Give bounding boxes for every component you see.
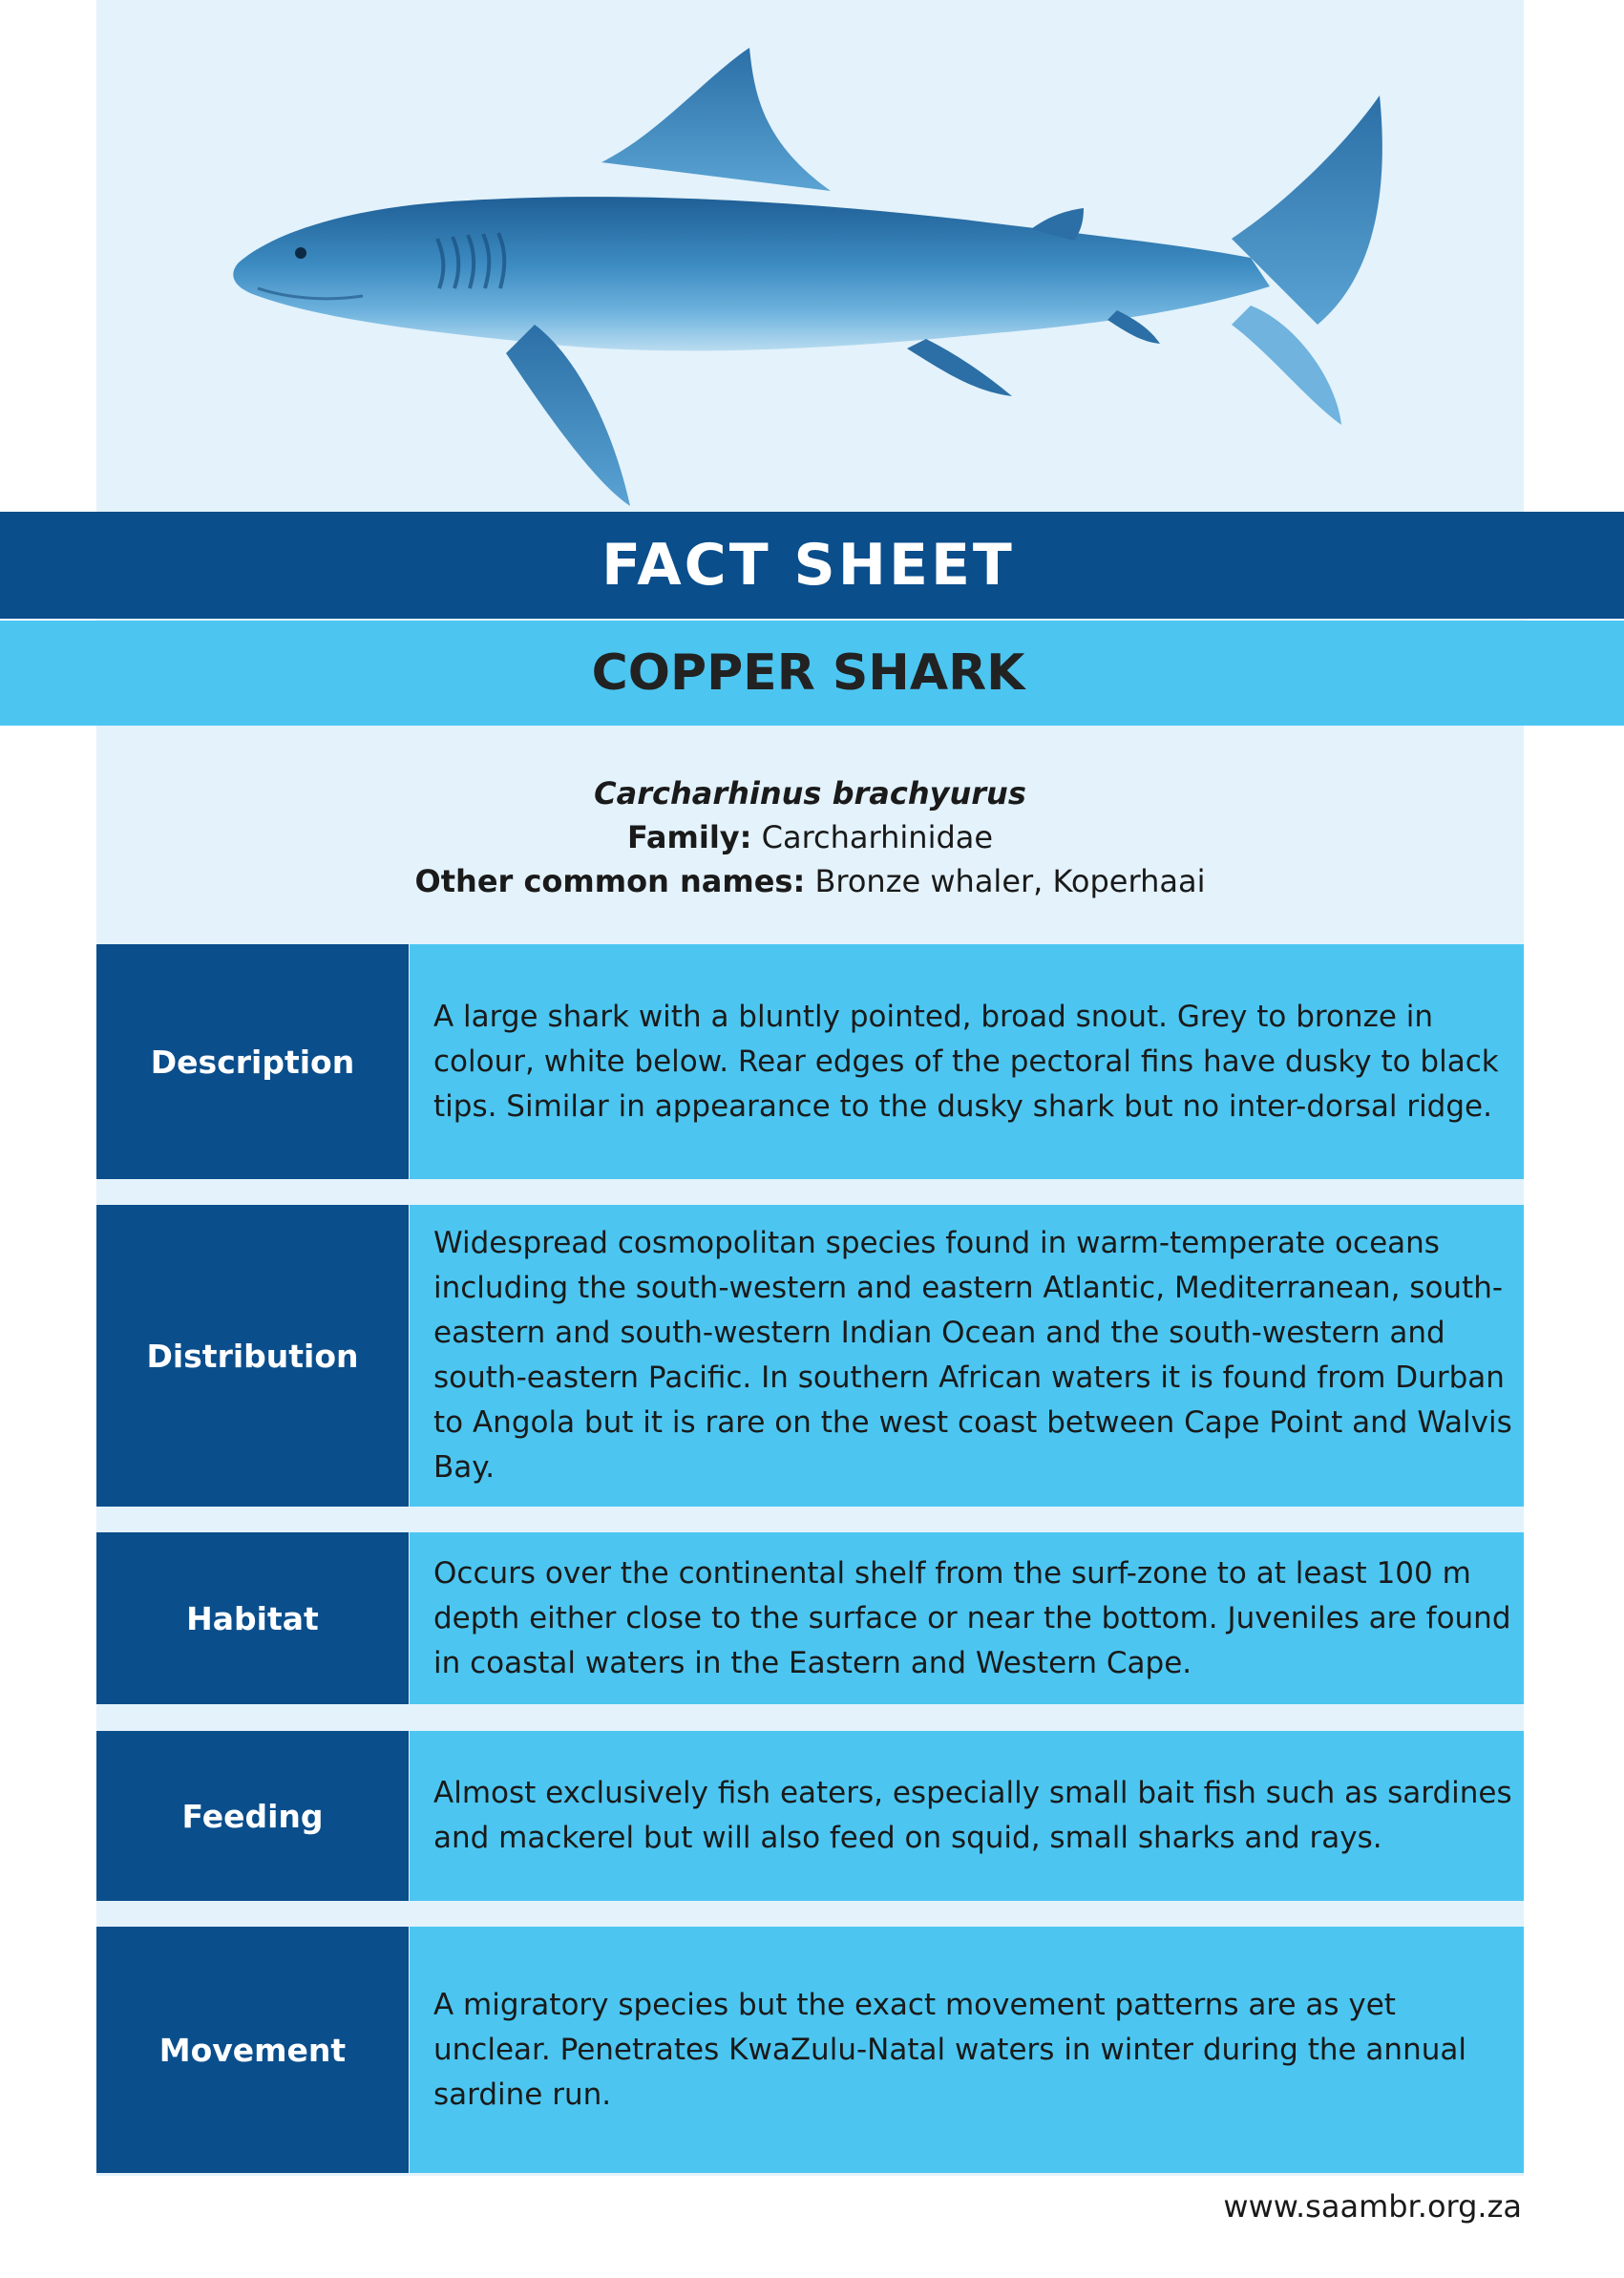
other-names-value: Bronze whaler, Koperhaai [814, 863, 1206, 899]
scientific-name: Carcharhinus brachyurus [594, 775, 1026, 812]
section-feeding [96, 1731, 1524, 1901]
section-label: Movement [96, 1927, 409, 2173]
section-description [96, 944, 1524, 1179]
species-banner [0, 621, 1624, 726]
section-text: Almost exclusively fish eaters, especially small bait fish such as sardines and mackerel but will also feed on squid, small sharks and rays. [410, 1731, 1524, 1901]
section-habitat [96, 1532, 1524, 1704]
family-label: Family: [626, 819, 752, 855]
section-text: Occurs over the continental shelf from the surf-zone to at least 100 m depth either close to the surface or near the bottom. Juveniles are found in coastal waters in the Eastern and Western Cape. [410, 1532, 1524, 1704]
section-label: Feeding [96, 1731, 409, 1901]
website-link[interactable]: www.saambr.org.za [1223, 2188, 1522, 2225]
page-title: FACT SHEET [601, 532, 1015, 599]
family-value: Carcharhinidae [761, 819, 994, 855]
section-text: Widespread cosmopolitan species found in warm-temperate oceans including the south-western and eastern Atlantic, Mediterranean, south-eastern and south-western Indian Ocean and the south-western and south-eastern Pacific. In southern African waters it is found from Durban to Angola but it is rare on the west coast between Cape Point and Walvis Bay. [410, 1205, 1524, 1507]
section-movement [96, 1927, 1524, 2173]
section-label: Habitat [96, 1532, 409, 1704]
section-label: Distribution [96, 1205, 409, 1507]
species-title: COPPER SHARK [591, 644, 1025, 702]
species-info [96, 771, 1524, 903]
section-text: A migratory species but the exact movement patterns are as yet unclear. Penetrates KwaZulu-Natal waters in winter during the annual sardine run. [410, 1927, 1524, 2173]
fact-sheet-banner [0, 512, 1624, 619]
section-distribution [96, 1205, 1524, 1507]
section-text: A large shark with a bluntly pointed, broad snout. Grey to bronze in colour, white below. Rear edges of the pectoral fins have dusky to black tips. Similar in appearance to the dusky shark but no inter-dorsal ridge. [410, 944, 1524, 1179]
other-names-line [96, 859, 1524, 903]
other-names-label: Other common names: [414, 863, 806, 899]
section-label: Description [96, 944, 409, 1179]
copper-shark-illustration [220, 38, 1403, 516]
family-line [96, 815, 1524, 859]
